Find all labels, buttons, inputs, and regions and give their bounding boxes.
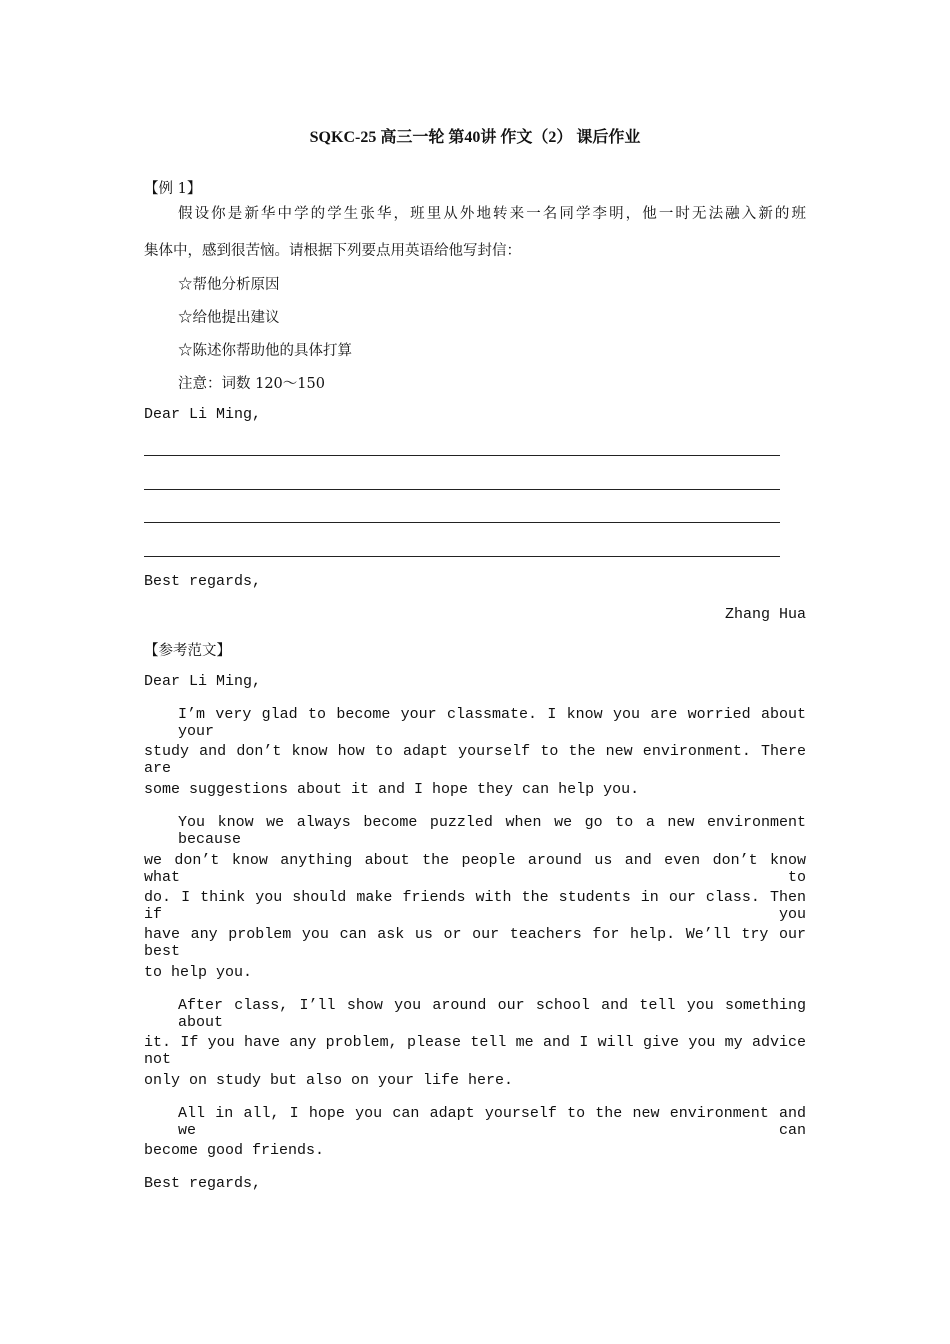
answer-line xyxy=(144,556,780,557)
sample-line: After class, I’ll show you around our school and tell you something about xyxy=(178,997,806,1031)
letter-signature: Zhang Hua xyxy=(724,606,806,623)
point-item: ☆给他提出建议 xyxy=(178,310,280,326)
sample-heading: 【参考范文】 xyxy=(144,643,231,659)
sample-salutation: Dear Li Ming, xyxy=(144,673,262,690)
sample-closing: Best regards, xyxy=(144,1175,262,1192)
sample-line: study and don’t know how to adapt yourself to the new environment. There are xyxy=(144,743,806,777)
point-item: ☆陈述你帮助他的具体打算 xyxy=(178,343,352,359)
prompt-line-2: 集体中，感到很苦恼。请根据下列要点用英语给他写封信： xyxy=(144,243,521,259)
sample-line: All in all, I hope you can adapt yourself to the new environment and we can xyxy=(178,1105,806,1139)
sample-line: You know we always become puzzled when we go to a new environment because xyxy=(178,814,806,848)
word-count-note: 注意：词数 120～150 xyxy=(178,376,325,392)
sample-line: do. I think you should make friends with the students in our class. Then if you xyxy=(144,889,806,923)
answer-line xyxy=(144,455,780,456)
answer-line xyxy=(144,489,780,490)
sample-line: I’m very glad to become your classmate. I know you are worried about your xyxy=(178,706,806,740)
sample-line: to help you. xyxy=(144,964,253,981)
sample-line: have any problem you can ask us or our teachers for help. We’ll try our best xyxy=(144,926,806,960)
sample-line: only on study but also on your life here. xyxy=(144,1072,514,1089)
example-heading: 【例 1】 xyxy=(144,181,202,197)
document-title: SQKC-25 高三一轮 第40讲 作文（2） 课后作业 xyxy=(309,129,641,146)
answer-line xyxy=(144,522,780,523)
sample-line: we don’t know anything about the people around us and even don’t know what to xyxy=(144,852,806,886)
point-item: ☆帮他分析原因 xyxy=(178,277,280,293)
prompt-line-1: 假设你是新华中学的学生张华，班里从外地转来一名同学李明，他一时无法融入新的班 xyxy=(178,206,806,222)
sample-line: become good friends. xyxy=(144,1142,325,1159)
sample-line: some suggestions about it and I hope they can help you. xyxy=(144,781,640,798)
letter-salutation: Dear Li Ming, xyxy=(144,406,262,423)
letter-closing: Best regards, xyxy=(144,573,262,590)
sample-line: it. If you have any problem, please tell me and I will give you my advice not xyxy=(144,1034,806,1068)
